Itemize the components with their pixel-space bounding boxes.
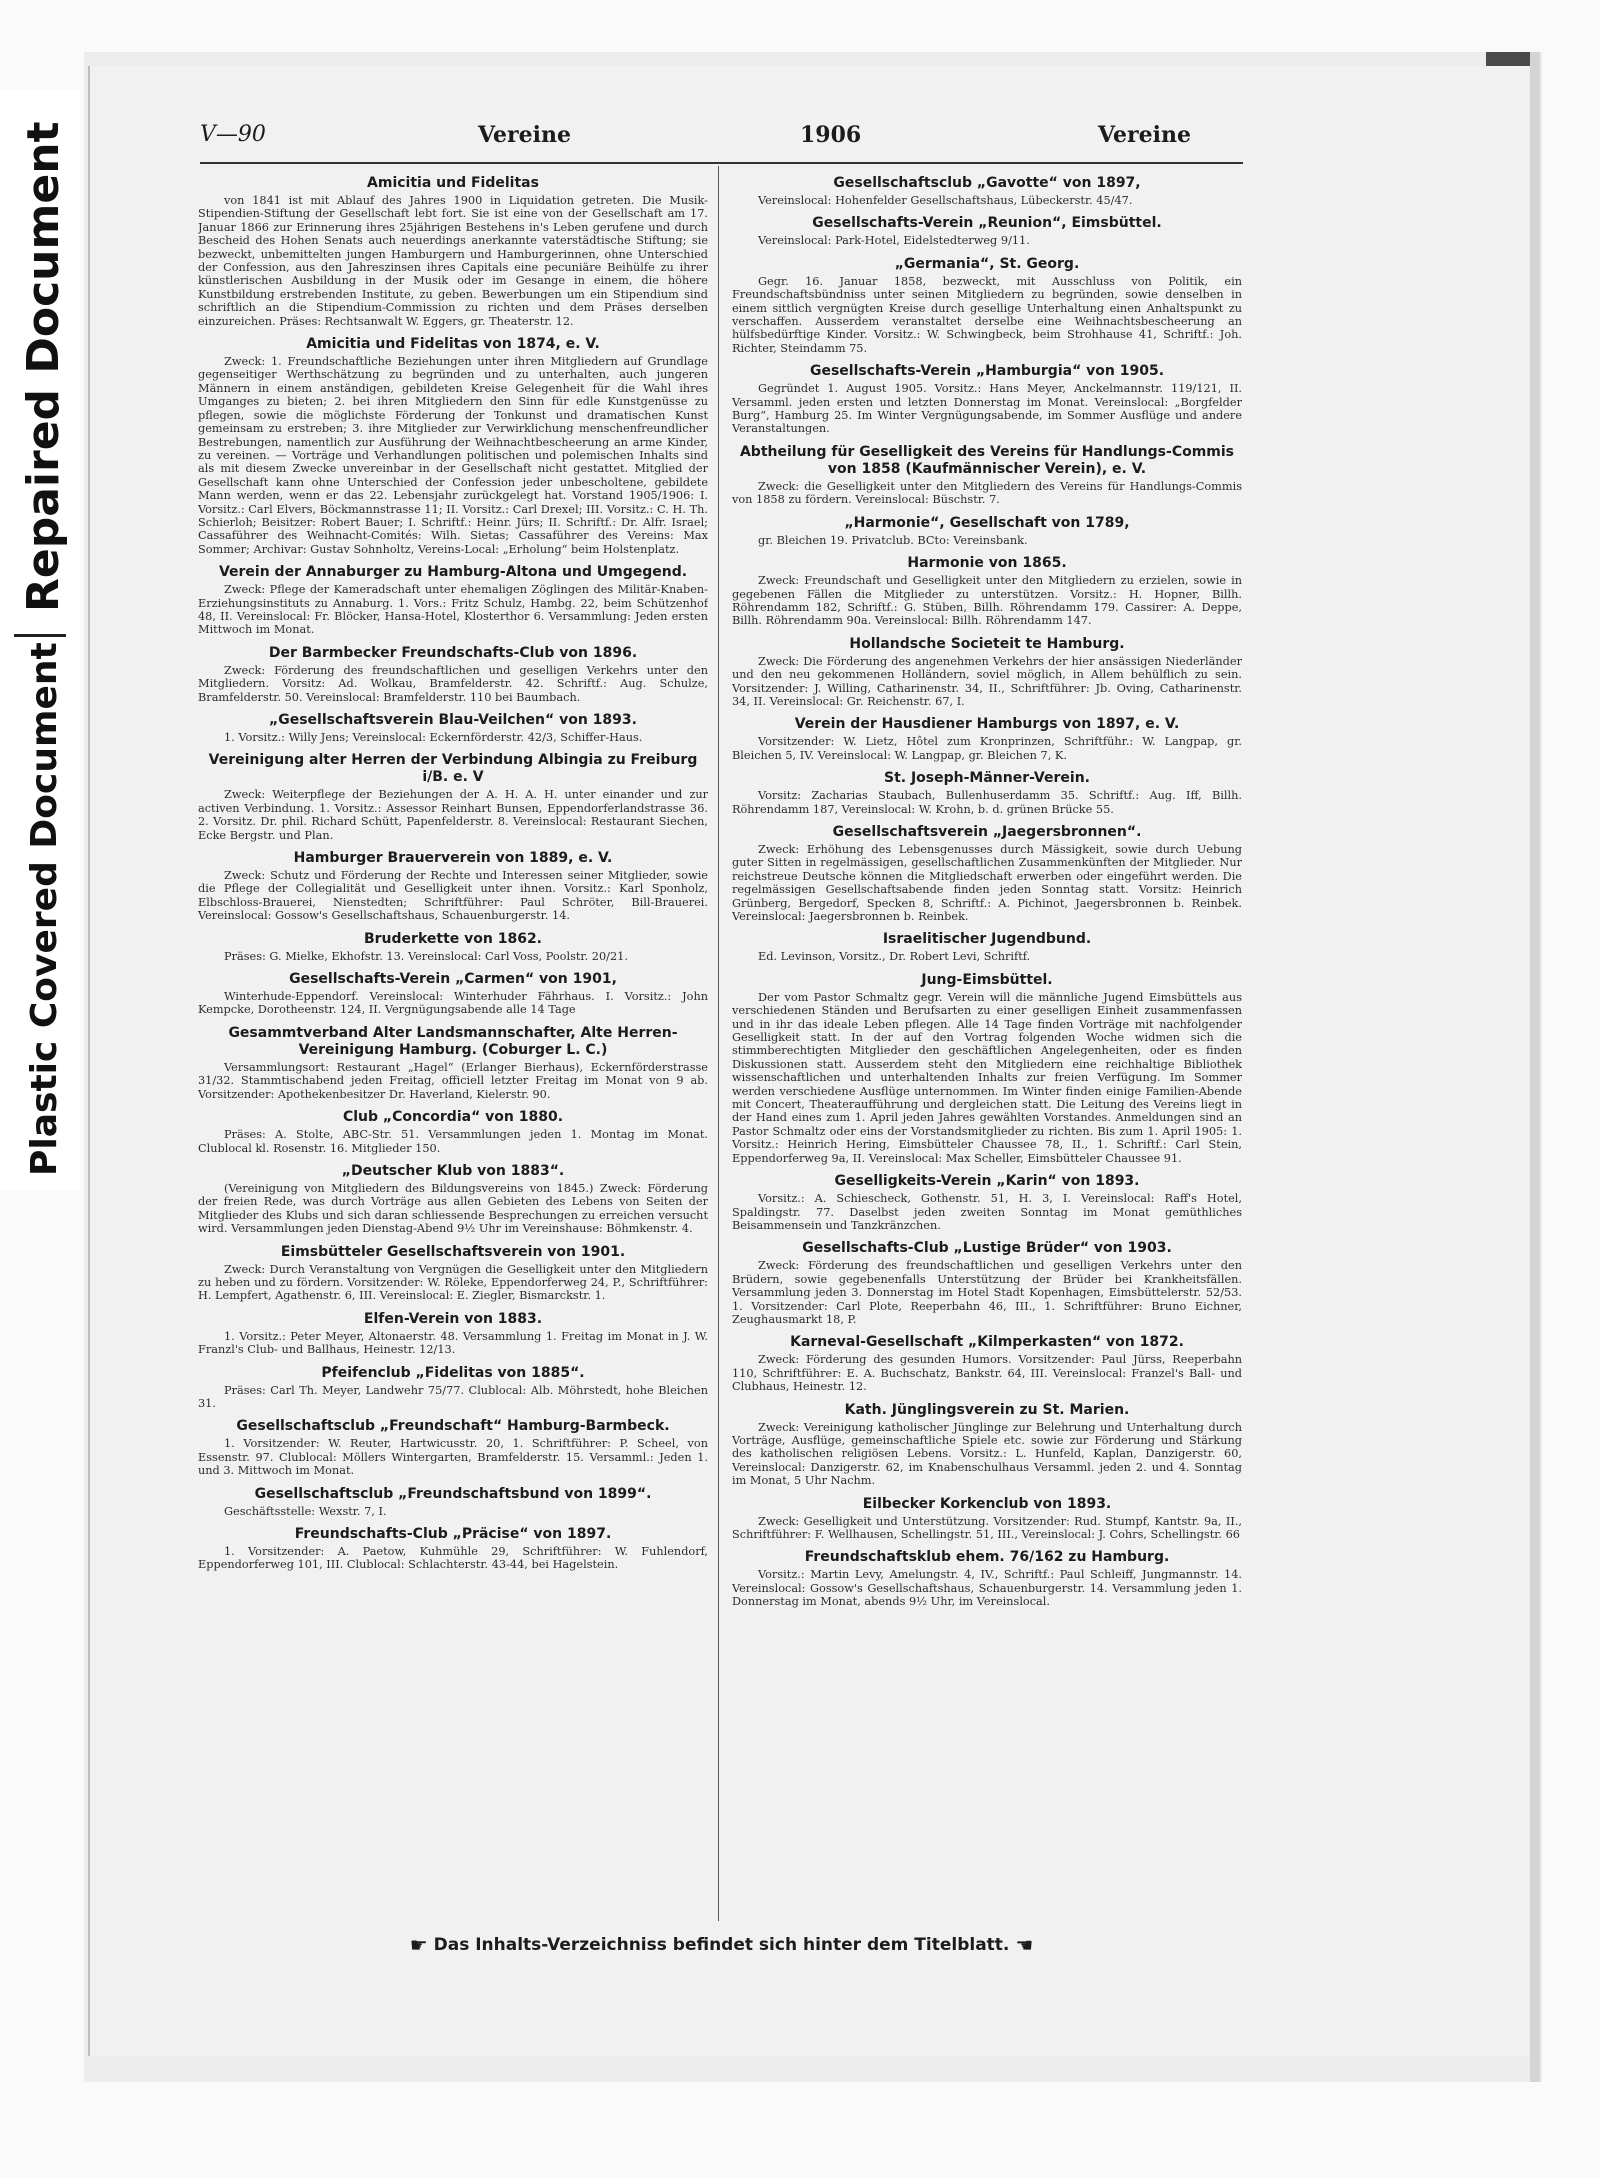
- entry-body: Winterhude-Eppendorf. Vereinslocal: Winterhuder Fährhaus. I. Vorsitz.: John Kempcke, Dorotheenstr. 124, II. Vergnügungsabende alle 14 Tage: [198, 990, 708, 1017]
- entry-title: „Gesellschaftsverein Blau-Veilchen“ von 1893.: [269, 712, 637, 728]
- entry-body: 1. Vorsitz.: Willy Jens; Vereinslocal: Eckernförderstr. 42/3, Schiffer-Haus.: [224, 731, 643, 744]
- entry-title: Gesellschafts-Verein „Reunion“, Eimsbüttel.: [812, 215, 1162, 232]
- association-entry: [198, 1025, 708, 1101]
- entry-title: Pfeifenclub „Fidelitas von 1885“.: [321, 1364, 585, 1381]
- page-number: V—90: [200, 122, 266, 147]
- association-entry: [198, 1244, 708, 1303]
- entry-body: von 1841 ist mit Ablauf des Jahres 1900 in Liquidation getreten. Die Musik-Stipendien-Stiftung der Gesellschaft lebt fort. Sie ist eine von der Gesellschaft am 17. Januar 1866 zur Erinnerung ihres 25jährigen Bestehens in's Leben gerufene und durch Bescheid des Hohen Senats auch neuerdings anerkannte vaterstädtische Stiftung; sie bezweckt, unbemittelten jungen Hamburgern und Hamburgerinnen, ohne Unterschied der Confession, aus den Jahreszinsen ihres Capitals eine pecuniäre Beihülfe zu ihrer künstlerischen Ausbildung in der Musik oder im Gesange in einem, die höhere Kunstbildung erstrebenden Institute, zu geben. Bewerbungen um ein Stipendium sind schriftlich an die Stipendium-Commission zu richten und dem Präses derselben einzureichen. Präses: Rechtsanwalt W. Eggers, gr. Theaterstr. 12.: [198, 194, 708, 328]
- association-entry: [732, 636, 1242, 709]
- association-entry: [732, 1549, 1242, 1608]
- association-entry: [732, 256, 1242, 355]
- entry-title: Eimsbütteler Gesellschaftsverein von 1901.: [280, 1243, 626, 1260]
- corner-mark: [1486, 52, 1530, 66]
- hand-pointing-left-icon: ☚: [1015, 1933, 1034, 1957]
- entry-title: Abtheilung für Geselligkeit des Vereins für Handlungs-Commis von 1858 (Kaufmännischer Verein), e. V.: [739, 443, 1235, 477]
- entry-title: Gesellschaftsverein „Jaegersbronnen“.: [832, 823, 1142, 840]
- association-entry: [198, 1163, 708, 1236]
- running-head-right-title: Vereine: [1098, 122, 1191, 148]
- entry-title: Amicitia und Fidelitas: [367, 175, 539, 191]
- association-entry: [198, 712, 708, 744]
- entry-body: Zweck: Schutz und Förderung der Rechte und Interessen seiner Mitglieder, sowie die Pflege der Collegialität und Geselligkeit unter ihnen. Vorsitz.: Karl Sponholz, Elbschloss-Brauerei, Nienstedten; Schriftführer: Paul Schröter, Bill-Brauerei. Vereinslocal: Gossow's Gesellschaftshaus, Schauenburgerstr. 14.: [198, 869, 708, 923]
- side-label-divider: [14, 634, 66, 637]
- entry-title: Israelitischer Jugendbund.: [882, 931, 1092, 948]
- entry-body: Ed. Levinson, Vorsitz., Dr. Robert Levi, Schriftf.: [758, 950, 1031, 964]
- entry-body: Gegründet 1. August 1905. Vorsitz.: Hans Meyer, Anckelmannstr. 119/121, II. Versamml. jeden ersten und letzten Donnerstag im Monat. Vereinslocal: „Borgfelder Burg“, Hamburg 25. Im Winter Vergnügungsabende, im Sommer Ausflüge und andere Veranstaltungen.: [732, 382, 1242, 436]
- entry-body: Zweck: Weiterpflege der Beziehungen der A. H. A. H. unter einander und zur activen Verbindung. 1. Vorsitz.: Assessor Reinhart Bunsen, Eppendorferlandstrasse 36. 2. Vorsitz. Dr. phil. Richard Schütt, Papenfelderstr. 8. Vereinslocal: Restaurant Siechen, Ecke Bergstr. und Plan.: [198, 788, 708, 842]
- entry-title: Eilbecker Korkenclub von 1893.: [862, 1495, 1112, 1512]
- entry-body: Vorsitz: Zacharias Staubach, Bullenhuserdamm 35. Schriftf.: Aug. Iff, Billh. Röhrendamm 187, Vereinslocal: W. Krohn, b. d. grünen Brücke 55.: [732, 789, 1242, 816]
- entry-body: Vorsitz.: Martin Levy, Amelungstr. 4, IV., Schriftf.: Paul Schleiff, Jungmannstr. 14. Vereinslocal: Gossow's Gesellschaftshaus, Schauenburgerstr. 14. Versammlung jeden 1. Donnerstag im Monat, abends 9½ Uhr, im Vereinslocal.: [732, 1568, 1242, 1609]
- association-entry: [732, 824, 1242, 923]
- entry-body: Zweck: Durch Veranstaltung von Vergnügen die Geselligkeit unter den Mitgliedern zu heben und zu fördern. Vorsitzender: W. Röleke, Eppendorferweg 24, P., Schriftführer: H. Lempfert, Agathenstr. 6, III. Vereinslocal: E. Ziegler, Bismarckstr. 1.: [198, 1262, 708, 1303]
- association-entry: [732, 363, 1242, 436]
- footer-notice-text: Das Inhalts-Verzeichniss befindet sich hinter dem Titelblatt.: [433, 1935, 1010, 1955]
- hand-pointing-right-icon: ☛: [409, 1933, 428, 1957]
- association-entry: [732, 1173, 1242, 1232]
- entry-body: Zweck: Freundschaft und Geselligkeit unter den Mitgliedern zu erzielen, sowie in gegebenen Fällen die Mitglieder zu unterstützen. Vorsitz.: H. Hopner, Billh. Röhrendamm 182, Schriftf.: G. Stüben, Billh. Röhrendamm 179. Cassirer: A. Deppe, Billh. Röhrendamm 90a. Vereinslocal: Billh. Röhrendamm 147.: [732, 574, 1242, 628]
- entry-title: Hamburger Brauerverein von 1889, e. V.: [293, 850, 613, 867]
- association-entry: [198, 850, 708, 923]
- entry-body: Zweck: Pflege der Kameradschaft unter ehemaligen Zöglingen des Militär-Knaben-Erziehungsinstituts zu Annaburg. 1. Vors.: Fritz Schulz, Hambg. 22, beim Schützenhof 48, II. Vereinslocal: Fr. Blöcker, Hansa-Hotel, Klosterthor 6. Versammlung: Jeden ersten Mittwoch im Monat.: [198, 583, 708, 637]
- entry-title: Verein der Hausdiener Hamburgs von 1897, e. V.: [794, 716, 1180, 733]
- entry-title: Gesammtverband Alter Landsmannschafter, Alte Herren-Vereinigung Hamburg. (Coburger L. C.): [228, 1024, 678, 1058]
- entry-title: Bruderkette von 1862.: [363, 930, 542, 947]
- entry-title: „Deutscher Klub von 1883“.: [341, 1162, 565, 1179]
- association-entry: [732, 515, 1242, 547]
- side-label-plastic-covered: Plastic Covered Document: [24, 642, 65, 1176]
- association-entry: [732, 1402, 1242, 1488]
- association-entry: [198, 1526, 708, 1572]
- entry-body: Zweck: Die Förderung des angenehmen Verkehrs der hier ansässigen Niederländer und den neu gekommenen Holländern, soviel möglich, in Allem behülflich zu sein. Vorsitzender: J. Willing, Catharinenstr. 34, II., Schriftführer: Jb. Oving, Catharinenstr. 34, II. Vereinslocal: Gr. Reichenstr. 67, I.: [732, 654, 1242, 708]
- association-entry: [732, 770, 1242, 816]
- running-head-left-title: Vereine: [478, 122, 571, 148]
- entry-title: Harmonie von 1865.: [907, 555, 1067, 572]
- entry-body: 1. Vorsitz.: Peter Meyer, Altonaerstr. 48. Versammlung 1. Freitag im Monat in J. W. Franzl's Club- und Ballhaus, Heinestr. 12/13.: [198, 1329, 708, 1357]
- entry-title: Freundschaftsklub ehem. 76/162 zu Hamburg.: [804, 1549, 1170, 1566]
- entry-title: Karneval-Gesellschaft „Kilmperkasten“ von 1872.: [790, 1334, 1184, 1351]
- association-entry: [732, 1496, 1242, 1542]
- entry-body: Präses: Carl Th. Meyer, Landwehr 75/77. Clublocal: Alb. Möhrstedt, hohe Bleichen 31.: [198, 1383, 708, 1410]
- entry-title: „Germania“, St. Georg.: [894, 255, 1080, 272]
- entry-title: Vereinigung alter Herren der Verbindung Albingia zu Freiburg i/B. e. V: [208, 752, 698, 786]
- right-column: [732, 172, 1242, 1922]
- association-entry: [732, 972, 1242, 1165]
- side-label-repaired: Repaired Document: [18, 121, 69, 612]
- footer-notice: [200, 1933, 1243, 1963]
- entry-body: Geschäftsstelle: Wexstr. 7, I.: [224, 1504, 387, 1518]
- entry-title: Geselligkeits-Verein „Karin“ von 1893.: [834, 1173, 1140, 1190]
- association-entry: [732, 931, 1242, 963]
- association-entry: [198, 1311, 708, 1357]
- running-head: [120, 118, 1191, 154]
- left-column: [198, 172, 708, 1922]
- entry-body: Der vom Pastor Schmaltz gegr. Verein will die männliche Jugend Eimsbüttels aus verschiedenen Ständen und Berufsarten zu einer geselligen Einheit zusammenfassen und in ihr das ideale Leben pflegen. Alle 14 Tage finden Vorträge mit nachfolgender Geselligkeit statt. In der auf den Vortrag folgenden Woche widmen sich die stimmberechtigten Mitglieder den geschäftlichen Angelegenheiten, oder es finden Diskussionen statt. Ausserdem steht den Mitgliedern eine reichhaltige Bibliothek wissenschaftlichen und unterhaltenden Inhalts zur freien Verfügung. Im Sommer werden verschiedene Ausflüge unternommen. Im Winter finden einige Familien-Abende mit Concert, Theateraufführung und dergleichen statt. Die Leitung des Vereins liegt in der Hand eines zum 1. April jeden Jahres gewählten Vorstandes. Anmeldungen sind an Pastor Schmaltz oder eins der Vorstandsmitglieder zu richten. Bis zum 1. April 1905: 1. Vorsitz.: Heinrich Hering, Eimsbütteler Chaussee 78, II., 1. Schriftf.: Carl Stein, Eppendorferweg 9a, II. Vereinslocal: Max Scheller, Eimsbütteler Chaussee 91.: [732, 990, 1242, 1165]
- entry-title: Amicitia und Fidelitas von 1874, e. V.: [306, 336, 600, 353]
- entry-body: Versammlungsort: Restaurant „Hagel“ (Erlanger Bierhaus), Eckernförderstrasse 31/32. Stammtischabend jeden Freitag, officiell letzter Freitag im Monat von 9 ab. Vorsitzender: Apothekenbesitzer Dr. Haverland, Kielerstr. 90.: [198, 1060, 708, 1101]
- association-entry: [732, 1240, 1242, 1326]
- entry-title: Elfen-Verein von 1883.: [363, 1310, 543, 1327]
- running-head-year: 1906: [800, 122, 862, 148]
- entry-body: Präses: A. Stolte, ABC-Str. 51. Versammlungen jeden 1. Montag im Monat. Clublocal kl. Rosenstr. 16. Mitglieder 150.: [198, 1128, 708, 1155]
- entry-title: „Harmonie“, Gesellschaft von 1789,: [844, 514, 1130, 531]
- entry-body: Zweck: Geselligkeit und Unterstützung. Vorsitzender: Rud. Stumpf, Kantstr. 9a, II., Schriftführer: F. Wellhausen, Schellingstr. 51, III., Vereinslocal: J. Cohrs, Schellingstr. 66: [732, 1514, 1242, 1541]
- entry-body: 1. Vorsitzender: W. Reuter, Hartwicusstr. 20, 1. Schriftführer: P. Scheel, von Essenstr. 97. Clublocal: Möllers Wintergarten, Bramfelderstr. 15. Versamml.: Jeden 1. und 3. Mittwoch im Monat.: [198, 1437, 708, 1478]
- association-entry: [198, 1365, 708, 1411]
- entry-body: gr. Bleichen 19. Privatclub. BCto: Vereinsbank.: [758, 533, 1028, 547]
- entry-body: Vereinslocal: Park-Hotel, Eidelstedterweg 9/11.: [758, 234, 1030, 248]
- association-entry: [198, 175, 708, 328]
- association-entry: [732, 716, 1242, 762]
- association-entry: [198, 971, 708, 1017]
- entry-title: Der Barmbecker Freundschafts-Club von 1896.: [268, 644, 638, 661]
- entry-title: Hollandsche Societeit te Hamburg.: [849, 635, 1125, 652]
- entry-body: Präses: G. Mielke, Ekhofstr. 13. Vereinslocal: Carl Voss, Poolstr. 20/21.: [224, 949, 628, 963]
- association-entry: [732, 175, 1242, 207]
- entry-title: Gesellschafts-Verein „Carmen“ von 1901,: [289, 971, 617, 988]
- association-entry: [198, 1486, 708, 1518]
- entry-body: Vorsitz.: A. Schiescheck, Gothenstr. 51, H. 3, I. Vereinslocal: Raff's Hotel, Spaldingstr. 77. Daselbst jeden zweiten Sonntag im Monat gemüthliches Beisammensein und Tanzkränzchen.: [732, 1192, 1242, 1232]
- entry-title: Gesellschafts-Verein „Hamburgia“ von 1905.: [809, 363, 1165, 380]
- entry-title: Verein der Annaburger zu Hamburg-Altona und Umgegend.: [218, 564, 688, 581]
- entry-body: (Vereinigung von Mitgliedern des Bildungsvereins von 1845.) Zweck: Förderung der freien Rede, was durch Vorträge aus allen Gebieten des Lebens von Seiten der Mitglieder des Klubs und sich daran schliessende Besprechungen zu erreichen versucht wird. Versammlungen jeden Dienstag-Abend 9½ Uhr im Vereinshause: Böhmkenstr. 4.: [198, 1181, 708, 1236]
- association-entry: [198, 1418, 708, 1477]
- entry-title: Gesellschaftsclub „Gavotte“ von 1897,: [833, 175, 1141, 191]
- association-entry: [732, 444, 1242, 507]
- page-edge: [1530, 52, 1540, 2082]
- association-entry: [732, 1334, 1242, 1393]
- entry-body: Zweck: Förderung des freundschaftlichen und geselligen Verkehrs unter den Mitgliedern. Vorsitz: Ad. Wolkau, Bramfelderstr. 42. Schriftf.: Aug. Schulze, Bramfelderstr. 50. Vereinslocal: Bramfelderstr. 110 bei Baumbach.: [198, 663, 708, 704]
- association-entry: [198, 564, 708, 637]
- entry-body: Zweck: Erhöhung des Lebensgenusses durch Mässigkeit, sowie durch Uebung guter Sitten in regelmässigen, gesellschaftlichen Zusammenkünften der Mitglieder. Nur reichstreue Deutsche können die Mitgliedschaft erwerben oder eingeführt werden. Die regelmässigen Gesellschaftsabende finden jeden Sonntag statt. Vorsitz: Heinrich Grünberg, Bergedorf, Specken 8, Schriftf.: A. Pichinot, Jaegersbronnen b. Reinbek. Vereinslocal: Jaegersbronnen b. Reinbek.: [732, 842, 1242, 923]
- header-rule: [200, 162, 1243, 164]
- association-entry: [198, 336, 708, 556]
- entry-body: Gegr. 16. Januar 1858, bezweckt, mit Ausschluss von Politik, ein Freundschaftsbündniss unter seinen Mitgliedern zu begründen, sowie denselben in einem sittlich vergnügten Kreise durch gesellige Unterhaltung einen Anhaltspunkt zu verschaffen. Ausserdem veranstaltet derselbe eine Weihnachtsbescheerung an hülfsbedürftige Kinder. Vorsitz.: W. Schwingbeck, beim Strohhause 41, Schriftf.: Joh. Richter, Steindamm 75.: [732, 274, 1242, 355]
- entry-body: Vereinslocal: Hohenfelder Gesellschaftshaus, Lübeckerstr. 45/47.: [758, 194, 1133, 207]
- entry-title: St. Joseph-Männer-Verein.: [884, 770, 1090, 787]
- entry-body: Zweck: Förderung des gesunden Humors. Vorsitzender: Paul Jürss, Reeperbahn 110, Schriftführer: E. A. Buchschatz, Bankstr. 64, III. Vereinslocal: Franzel's Ball- und Clubhaus, Heinestr. 12.: [732, 1353, 1242, 1394]
- association-entry: [732, 555, 1242, 628]
- association-entry: [198, 931, 708, 963]
- entry-body: Zweck: 1. Freundschaftliche Beziehungen unter ihren Mitgliedern auf Grundlage gegenseitiger Werthschätzung zu begründen und zu unterhalten, auch jungeren Männern in einem anständigen, gebildeten Kreise Gelegenheit für die Wahl ihres Umganges zu bieten; 2. bei ihren Mitgliedern den Sinn für edle Kunstgenüsse zu pflegen, sowie die möglichste Förderung der Tonkunst und dramatischen Kunst gemeinsam zu erstreben; 3. ihre Mitglieder zur Verwirklichung menschenfreundlicher Bestrebungen, namentlich zur Ausführung der Weihnachtbescheerung an arme Kinder, zu vereinen. — Vorträge und Verhandlungen politischen und polemischen Inhalts sind als mit diesem Zwecke unvereinbar in der Gesellschaft nicht gestattet. Mitglied der Gesellschaft kann ohne Unterschied der Confession jeder unbescholtene, gebildete Mann werden, wenn er das 22. Lebensjahr zurückgelegt hat. Vorstand 1905/1906: I. Vorsitz.: Carl Elvers, Böckmannstrasse 11; II. Vorsitz.: Carl Drexel; III. Vorsitz.: C. H. Th. Schierloh; Beisitzer: Robert Bauer; I. Schriftf.: Heinr. Jürs; II. Schriftf.: Dr. Alfr. Israel; Cassaführer des Weihnacht-Comités: Wilh. Sietas; Cassaführer des Vereins: Max Sommer; Archivar: Gustav Sohnholtz, Vereins-Local: „Erholung“ beim Holstenplatz.: [198, 355, 708, 556]
- association-entry: [732, 215, 1242, 247]
- entry-body: Zweck: Förderung des freundschaftlichen und geselligen Verkehrs unter den Brüdern, sowie gegebenenfalls Unterstützung der Brüder bei Krankheitsfällen. Versammlung jeden 3. Donnerstag im Hotel Stadt Kopenhagen, Eimsbüttelerstr. 52/53. 1. Vorsitzender: Carl Plote, Reeperbahn 46, III., 1. Schriftführer: Bruno Eichner, Zeughausmarkt 18, P.: [732, 1259, 1242, 1326]
- entry-body: Zweck: die Geselligkeit unter den Mitgliedern des Vereins für Handlungs-Commis von 1858 zu fördern. Vereinslocal: Büschstr. 7.: [732, 479, 1242, 507]
- association-entry: [198, 1109, 708, 1155]
- entry-body: 1. Vorsitzender: A. Paetow, Kuhmühle 29, Schriftführer: W. Fuhlendorf, Eppendorferweg 101, III. Clublocal: Schlachterstr. 43-44, bei Hagelstein.: [198, 1545, 708, 1572]
- entry-title: Gesellschaftsclub „Freundschaftsbund von 1899“.: [254, 1485, 652, 1502]
- association-entry: [198, 645, 708, 704]
- association-entry: [198, 752, 708, 842]
- entry-body: Vorsitzender: W. Lietz, Hôtel zum Kronprinzen, Schriftführ.: W. Langpap, gr. Bleichen 5, IV. Vereinslocal: W. Langpap, gr. Bleichen 7, K.: [732, 735, 1242, 762]
- entry-title: Gesellschaftsclub „Freundschaft“ Hamburg-Barmbeck.: [236, 1418, 670, 1435]
- entry-title: Jung-Eimsbüttel.: [921, 971, 1053, 988]
- column-divider: [718, 166, 719, 1921]
- entry-title: Freundschafts-Club „Präcise“ von 1897.: [294, 1526, 612, 1542]
- entry-title: Kath. Jünglingsverein zu St. Marien.: [844, 1401, 1130, 1418]
- entry-title: Gesellschafts-Club „Lustige Brüder“ von 1903.: [802, 1240, 1172, 1257]
- entry-body: Zweck: Vereinigung katholischer Jünglinge zur Belehrung und Unterhaltung durch Vorträge, Ausflüge, gemeinschaftliche Spiele etc. sowie zur Förderung und Stärkung des katholischen religiösen Lebens. Vorsitz.: L. Hunfeld, Kaplan, Danzigerstr. 60, Vereinslocal: Danzigerstr. 62, im Knabenschulhaus Versamml. jeden 2. und 4. Sonntag im Monat, 5 Uhr Nachm.: [732, 1420, 1242, 1488]
- entry-title: Club „Concordia“ von 1880.: [342, 1109, 564, 1126]
